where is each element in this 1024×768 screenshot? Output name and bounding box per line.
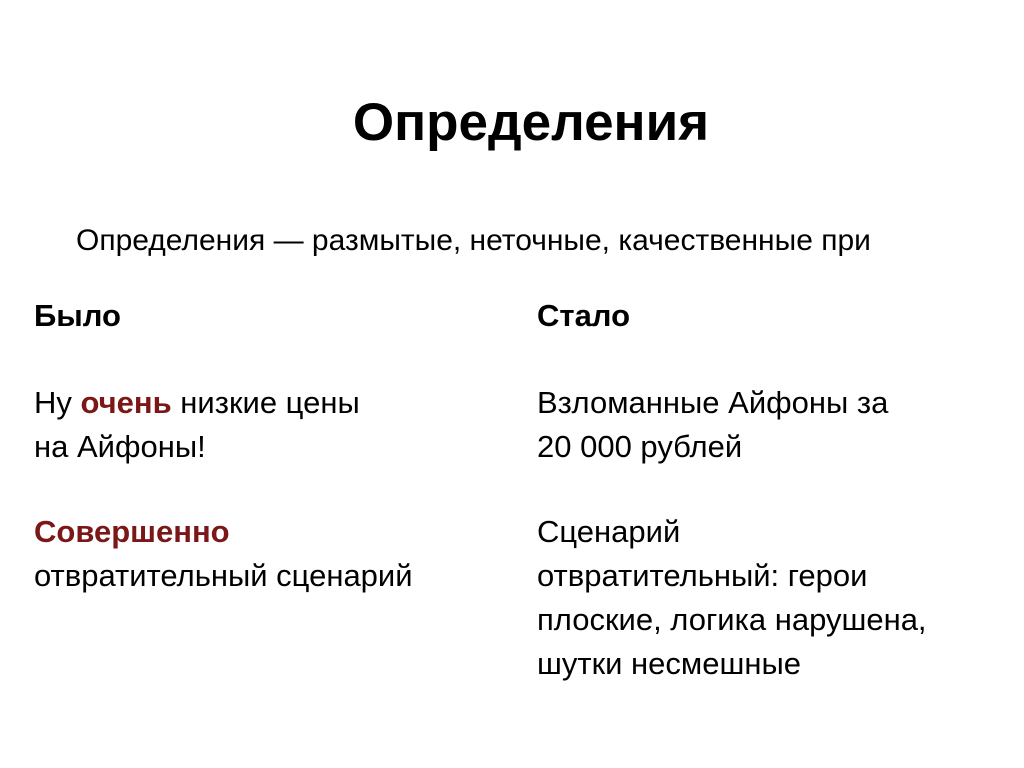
row-1-before-line-2: на Айфоны! xyxy=(34,429,206,464)
slide-subtitle: Определения — размытые, неточные, качественные при xyxy=(76,224,871,257)
row-1-before-post: низкие цены xyxy=(171,385,360,420)
row-2-after xyxy=(537,510,1017,686)
row-2-before xyxy=(34,510,504,598)
row-1-after xyxy=(537,381,1017,469)
column-header-after: Стало xyxy=(537,298,631,333)
row-2-after-line-2: отвратительный: герои xyxy=(537,558,868,593)
slide-title: Определения xyxy=(352,93,710,152)
column-header-before: Было xyxy=(34,298,121,333)
row-2-before-accent: Совершенно xyxy=(34,514,230,549)
row-1-before-line-1 xyxy=(34,381,504,425)
row-1-before-accent: очень xyxy=(80,385,172,420)
row-2-after-line-3: плоские, логика нарушена, xyxy=(537,602,927,637)
row-1-after-line-2: 20 000 рублей xyxy=(537,429,743,464)
row-1-before-pre: Ну xyxy=(34,385,81,420)
row-2-after-line-1: Сценарий xyxy=(537,514,681,549)
row-2-after-line-4: шутки несмешные xyxy=(537,646,801,681)
row-1-after-line-1: Взломанные Айфоны за xyxy=(537,385,889,420)
row-2-before-line-2: отвратительный сценарий xyxy=(34,558,413,593)
row-1-before xyxy=(34,381,504,469)
